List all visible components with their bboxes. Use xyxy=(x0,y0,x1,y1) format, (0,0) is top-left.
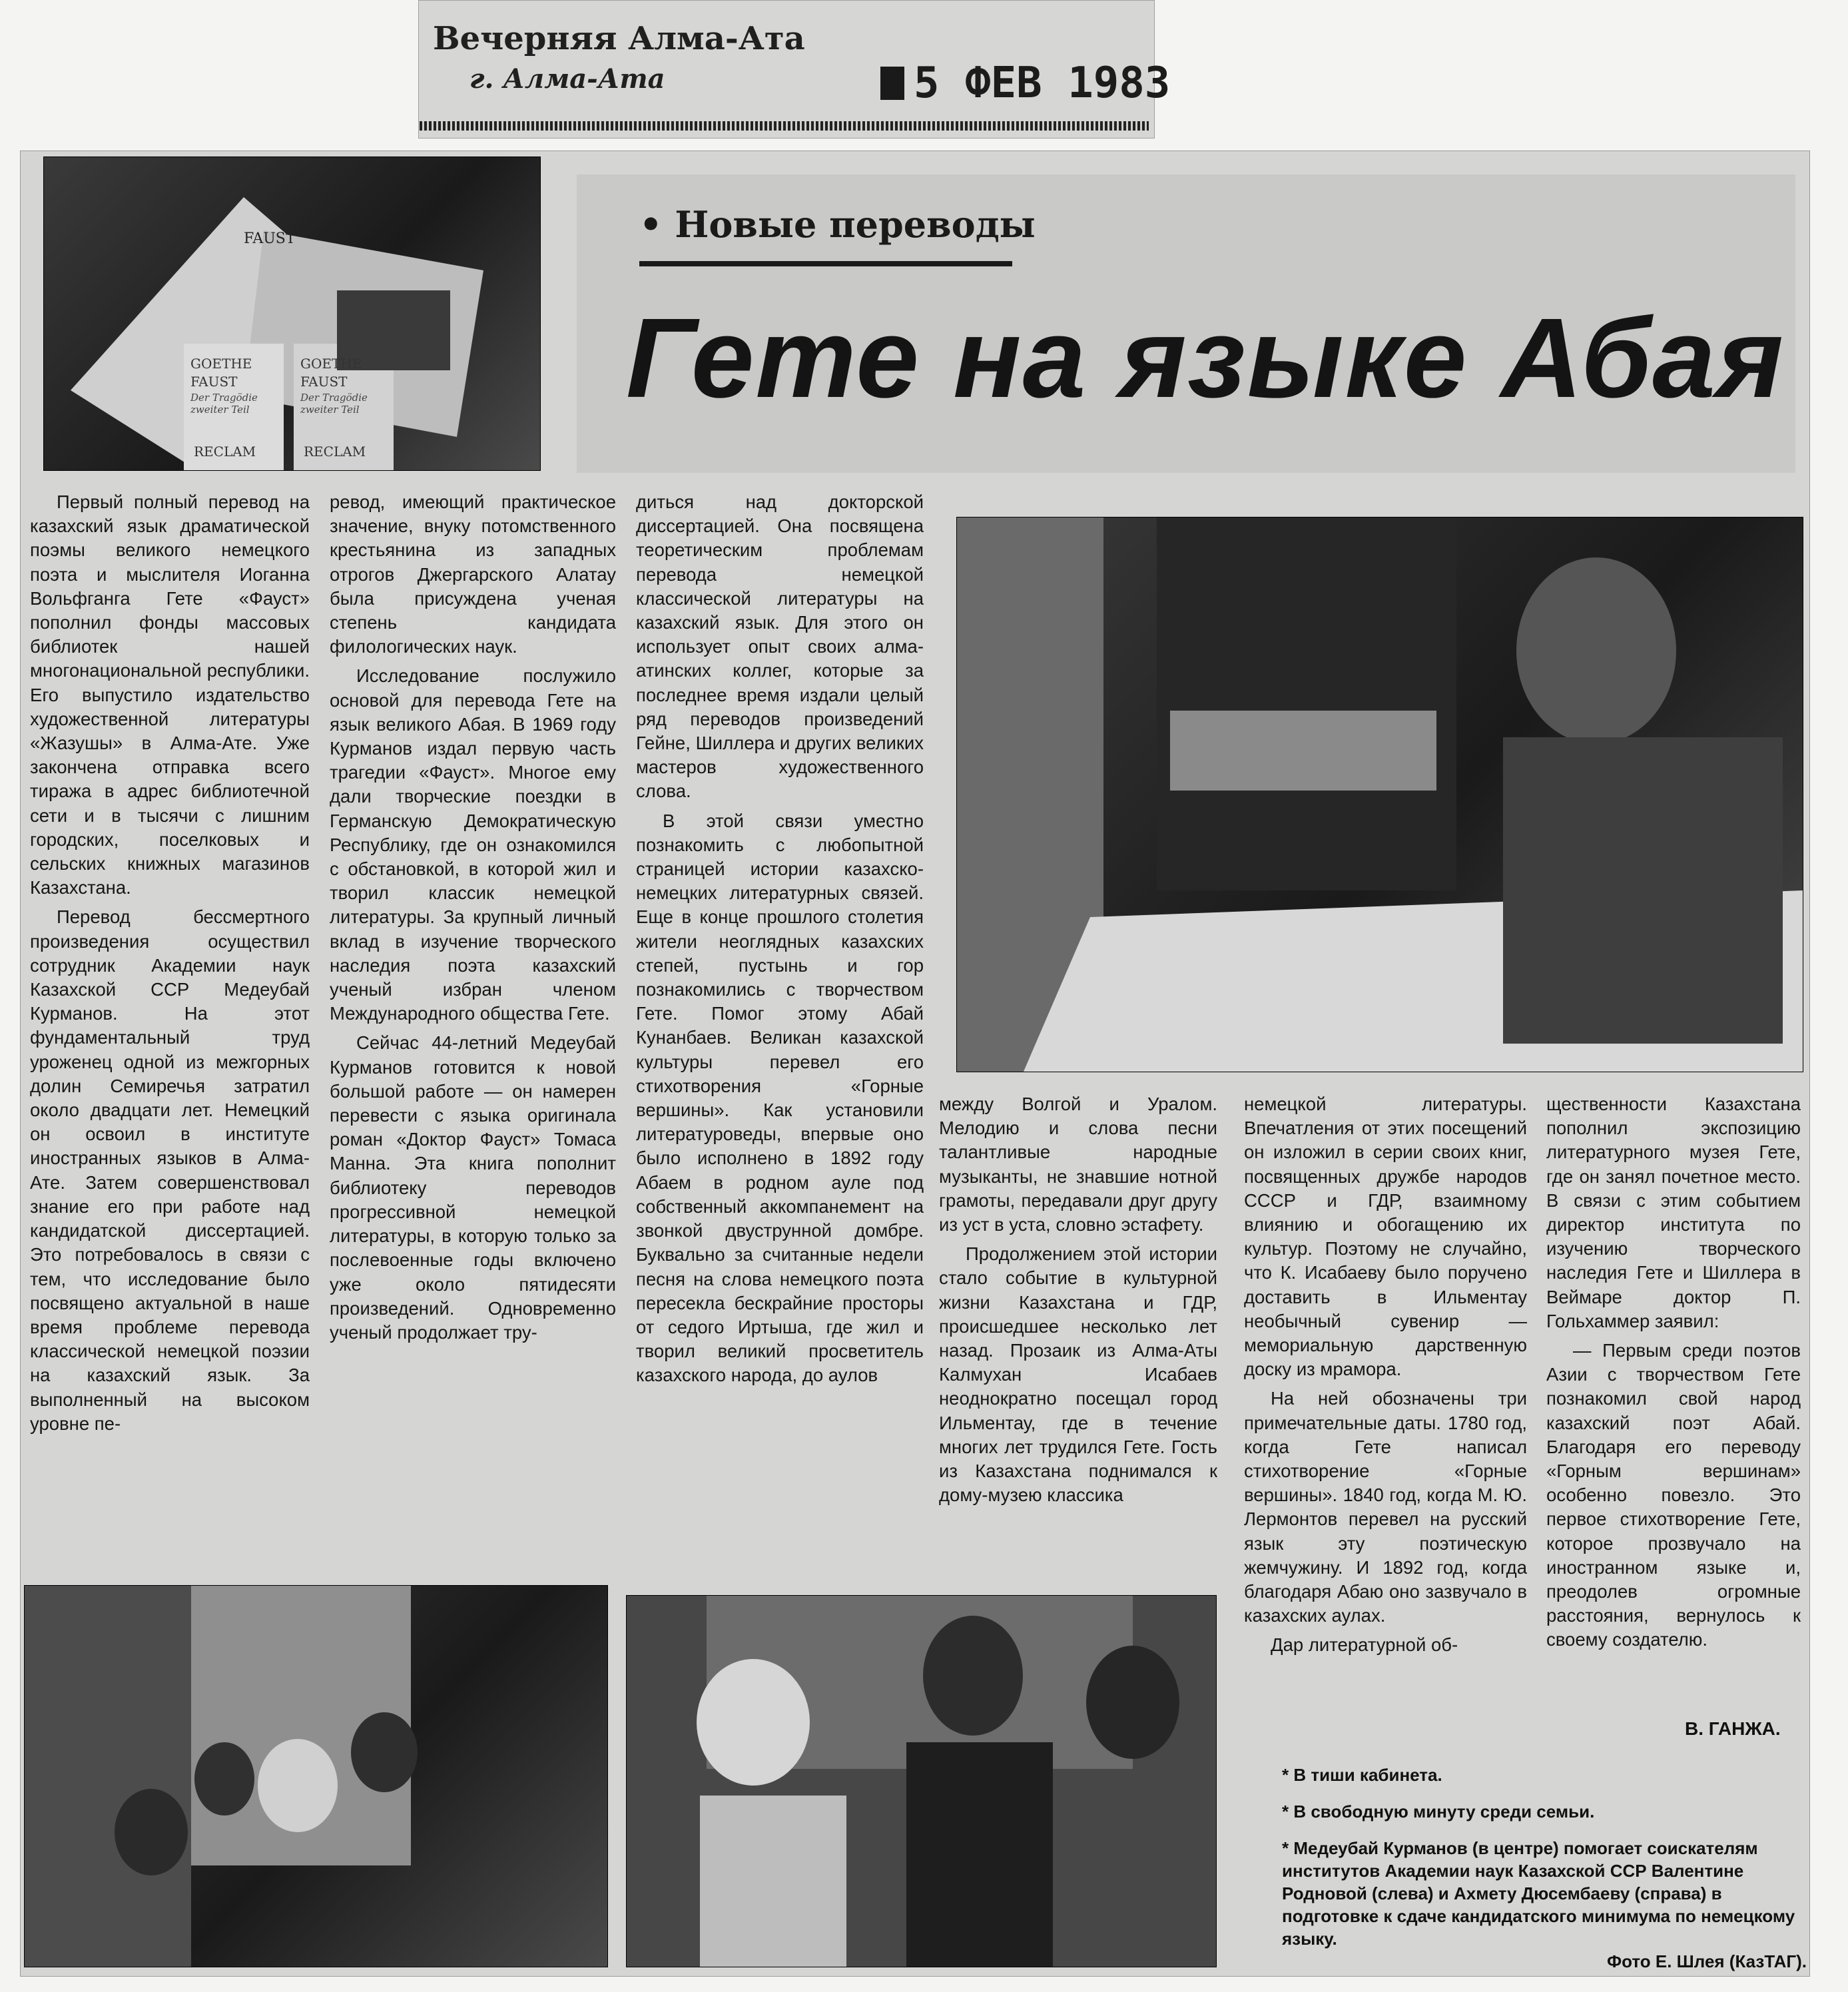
book-author: GOETHE xyxy=(190,356,252,372)
article-column-3 xyxy=(636,490,924,1388)
paragraph: Продолжением этой истории стало событие в культурной жизни Казахстана и ГДР, происшедшее несколько лет назад. Прозаик из Алма-Аты Калмухан Исабаев неоднократно посещал город Ильментау, где в течение многих лет трудился Гете. Гость из Казахстана поднимался к дому-музею классика xyxy=(939,1243,1217,1506)
paragraph: Первый полный перевод на казахский язык драматической поэмы великого немецкого поэта и мыслителя Иоганна Вольфганга Гете «Фауст» пополнил фонды массовых библиотек нашей многонациональной республики. Его выпустило издательство художественной литературы «Жазушы» в Алма-Ате. Уже закончена отправка всего тиража в адрес библиотечной сети и в тысячи с лишним городских, поселковых и сельских книжных магазинов Казахстана. xyxy=(30,492,310,898)
rubric-underline xyxy=(639,261,1012,266)
photo-credit: Фото Е. Шлея (КазТАГ). xyxy=(1606,1951,1807,1971)
city-label: г. Алма-Ата xyxy=(469,63,665,95)
book-subtitle: Der Tragödie zweiter Teil xyxy=(190,392,258,416)
article-column-6 xyxy=(1546,1092,1801,1652)
rubric: • Новые переводы xyxy=(639,203,1036,246)
book-title: FAUST xyxy=(190,374,238,390)
date-block-icon xyxy=(880,67,904,100)
headline: Гете на языке Абая xyxy=(626,295,1785,422)
book-title-2: FAUST xyxy=(300,374,348,390)
paragraph: В этой связи уместно познакомить с любопытной страницей истории казахско-немецких литературных связей. Еще в конце прошлого столетия жители неоглядных казахских степей, пустынь и гор познакомились с творчеством Гете. Помог этому Абай Кунанбаев. Великан казахской культуры перевел его стихотворения «Горные вершины». Как установили литературоведы, впервые оно было исполнено в 1892 году Абаем в родном ауле под собственный аккомпанемент на звонкой двуструнной домбре. Буквально за считанные недели песня на слова немецкого поэта пересекла бескрайние просторы от седого Иртыша, где жил и творил великий просветитель казахского народа, до аулов xyxy=(636,810,924,1386)
article-column-4 xyxy=(939,1092,1217,1507)
book-cover-title: FAUST xyxy=(244,230,296,247)
paragraph: Перевод бессмертного произведения осуществил сотрудник Академии наук Казахской ССР Медеубай Курманов. На этот фундаментальный труд уроженец одной из межгорных долин Семиречья затратил около двадцати лет. Немецкий он освоил в институте иностранных языков в Алма-Ате. Затем совершенствовал знание его при работе над кандидатской диссертацией. Это потребовалось в связи с тем, что исследование было посвящено актуальной в наше время проблеме перевода классической немецкой поэзии на казахский язык. За выполненный на высоком уровне пе- xyxy=(30,906,310,1434)
paragraph: немецкой литературы. Впечатления от этих посещений он изложил в серии своих книг, посвященных дружбе народов СССР и ГДР, взаимному влиянию и обогащению их культур. Поэтому не случайно, что К. Исабаеву было поручено доставить в Ильментау необычный сувенир — мемориальную дарственную доску из мрамора. xyxy=(1244,1094,1527,1380)
caption-family: * В свободную минуту среди семьи. xyxy=(1282,1802,1595,1822)
paragraph: диться над докторской диссертацией. Она посвящена теоретическим проблемам перевода немецкой классической литературы на казахский язык. Для этого он использует опыт своих алма-атинских коллег, которые за последнее время издали целый ряд переводов произведений Гейне, Шиллера и других великих мастеров художественного слова. xyxy=(636,492,924,802)
paragraph: щественности Казахстана пополнил экспозицию литературного музея Гете, где он занял почетное место. В связи с этим событием директор института по изучению творческого наследия Гете и Шиллера в Веймаре доктор П. Гольхаммер заявил: xyxy=(1546,1094,1801,1331)
paragraph: Исследование послужило основой для перевода Гете на язык великого Абая. В 1969 году Курманов издал первую часть трагедии «Фауст». Многое ему дали творческие поездки в Германскую Демократическую Республику, где он ознакомился с обстановкой, в которой жил и творил классик немецкой литературы. За крупный личный вклад в изучение творческого наследия поэта казахский ученый избран членом Международного общества Гете. xyxy=(330,665,616,1024)
paragraph: Дар литературной об- xyxy=(1271,1634,1458,1656)
caption-students: * Медеубай Курманов (в центре) помогает соискателям институтов Академии наук Казахской ССР Валентине Родновой (слева) и Ахмету Дюсембаеву (справа) в подготовке к сдаче кандидатского минимума по немецкому языку. xyxy=(1282,1838,1795,1949)
article-column-1 xyxy=(30,490,310,1436)
caption-study: * В тиши кабинета. xyxy=(1282,1765,1442,1785)
book-author-2: GOETHE xyxy=(300,356,362,372)
paragraph: ревод, имеющий практическое значение, внуку потомственного крестьянина из западных отрогов Джергарского Алатау была присуждена ученая степень кандидата филологических наук. xyxy=(330,492,616,657)
photo-family xyxy=(24,1585,608,1967)
masthead-rule xyxy=(420,121,1149,131)
date-stamp: 5 ФЕВ 1983 xyxy=(914,59,1171,108)
paragraph: между Волгой и Уралом. Мелодию и слова песни талантливые народные музыканты, не знавшие нотной грамоты, передавали друг другу из уст в уста, словно эстафету. xyxy=(939,1094,1217,1235)
book-publisher: RECLAM xyxy=(194,444,256,460)
book-publisher-2: RECLAM xyxy=(304,444,366,460)
paragraph: — Первым среди поэтов Азии с творчеством Гете познакомил свой народ казахский поэт Абай. Благодаря его переводу «Горным вершинам» особенно повезло. Это первое стихотворение Гете, которое прозвучало на иностранном языке и, преодолев огромные расстояния, вернулось к своему создателю. xyxy=(1546,1340,1801,1650)
newspaper-name: Вечерняя Алма-Ата xyxy=(433,20,805,57)
article-column-5 xyxy=(1244,1092,1527,1658)
paragraph: Сейчас 44-летний Медеубай Курманов готовится к новой большой работе — он намерен перевести с языка оригинала роман «Доктор Фауст» Томаса Манна. Эта книга пополнит библиотеку переводов прогрессивной немецкой литературы, в которую только за послевоенные годы включено уже около пятидесяти произведений. Одновременно ученый продолжает тру- xyxy=(330,1032,616,1343)
article-column-2 xyxy=(330,490,616,1345)
book-subtitle-2: Der Tragödie zweiter Teil xyxy=(300,392,368,416)
photo-faust-books xyxy=(43,157,541,471)
photo-in-study xyxy=(956,517,1803,1072)
paragraph: На ней обозначены три примечательные даты. 1780 год, когда Гете написал стихотворение «Горные вершины». 1840 год, когда М. Ю. Лермонтов перевел на русский язык эту поэтическую жемчужину. И 1892 год, когда благодаря Абаю оно зазвучало в казахских аулах. xyxy=(1244,1388,1527,1626)
author-signature: В. ГАНЖА. xyxy=(1685,1718,1781,1739)
photo-with-students xyxy=(626,1595,1217,1967)
